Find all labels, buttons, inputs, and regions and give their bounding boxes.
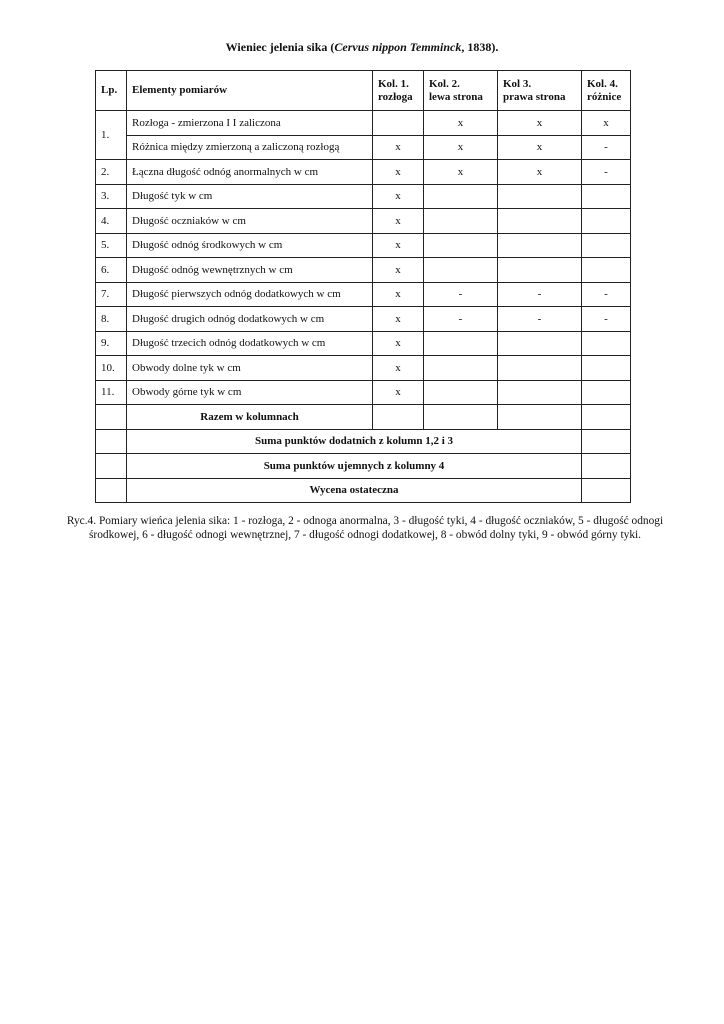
row-lp: 6.: [96, 258, 127, 283]
row-label: Długość oczniaków w cm: [127, 209, 373, 234]
header-kol3-name: prawa strona: [503, 90, 566, 103]
razem-label: Razem w kolumnach: [127, 405, 373, 430]
wycena-value: [582, 478, 631, 503]
cell-kol4: -: [582, 282, 631, 307]
title-prefix: Wieniec jelenia sika (: [225, 40, 335, 54]
table-row: [96, 160, 631, 185]
row-lp: 8.: [96, 307, 127, 332]
row-label: Łączna długość odnóg anormalnych w cm: [127, 160, 373, 185]
cell-kol2: [424, 331, 498, 356]
header-kol1-number: Kol. 1.: [378, 77, 409, 90]
cell-kol3: [498, 233, 582, 258]
table-row: [96, 307, 631, 332]
wycena-label: Wycena ostateczna: [127, 478, 582, 503]
cell-kol3: [498, 184, 582, 209]
table-row: [96, 331, 631, 356]
header-kol1-name: rozłoga: [378, 90, 413, 103]
row-lp: 3.: [96, 184, 127, 209]
header-kol4-name: różnice: [587, 90, 622, 103]
cell-kol1: x: [373, 380, 424, 405]
title-species: Cervus nippon Temminck: [334, 40, 462, 54]
header-kol2-number: Kol. 2.: [429, 77, 460, 90]
cell-kol3: -: [498, 282, 582, 307]
row-lp: 1.: [96, 111, 127, 160]
cell-kol2: -: [424, 307, 498, 332]
cell-kol3: [498, 380, 582, 405]
suma-dodatnich-row: [96, 429, 631, 454]
cell-kol3: -: [498, 307, 582, 332]
cell-kol3: [498, 258, 582, 283]
suma-ujemnych-label: Suma punktów ujemnych z kolumny 4: [127, 454, 582, 479]
suma-dodatnich-label: Suma punktów dodatnich z kolumn 1,2 i 3: [127, 429, 582, 454]
cell-kol4: -: [582, 135, 631, 160]
razem-kol2: [424, 405, 498, 430]
row-lp: 7.: [96, 282, 127, 307]
row-label: Długość odnóg środkowych w cm: [127, 233, 373, 258]
razem-row: [96, 405, 631, 430]
cell-kol4: [582, 380, 631, 405]
row-label: Różnica między zmierzoną a zaliczoną rozłogą: [127, 135, 373, 160]
cell-kol2: [424, 209, 498, 234]
cell-kol1: x: [373, 135, 424, 160]
cell-kol4: -: [582, 307, 631, 332]
cell-kol3: [498, 331, 582, 356]
cell-kol1: x: [373, 307, 424, 332]
row-label: Obwody dolne tyk w cm: [127, 356, 373, 381]
cell-kol2: [424, 380, 498, 405]
row-label: Obwody górne tyk w cm: [127, 380, 373, 405]
suma-dodatnich-value: [582, 429, 631, 454]
row-label: Długość drugich odnóg dodatkowych w cm: [127, 307, 373, 332]
row-lp: 4.: [96, 209, 127, 234]
cell-kol3: [498, 356, 582, 381]
cell-kol3: x: [498, 135, 582, 160]
table-row: [96, 380, 631, 405]
table-row: [96, 282, 631, 307]
cell-kol1: x: [373, 282, 424, 307]
cell-kol2: [424, 356, 498, 381]
cell-kol1: x: [373, 209, 424, 234]
row-lp: 10.: [96, 356, 127, 381]
cell-kol1: x: [373, 258, 424, 283]
cell-kol3: x: [498, 111, 582, 136]
suma-ujemnych-lp-cell: [96, 454, 127, 479]
row-lp: 11.: [96, 380, 127, 405]
razem-lp-cell: [96, 405, 127, 430]
row-label: Długość tyk w cm: [127, 184, 373, 209]
table-row: [96, 356, 631, 381]
row-label: Długość odnóg wewnętrznych w cm: [127, 258, 373, 283]
row-label: Długość pierwszych odnóg dodatkowych w cm: [127, 282, 373, 307]
suma-dodatnich-lp-cell: [96, 429, 127, 454]
cell-kol1: x: [373, 233, 424, 258]
cell-kol1: x: [373, 356, 424, 381]
header-row: [96, 71, 631, 111]
cell-kol1: [373, 111, 424, 136]
cell-kol4: [582, 258, 631, 283]
header-kol3: [498, 71, 582, 111]
row-lp: 2.: [96, 160, 127, 185]
wycena-row: [96, 478, 631, 503]
header-lp: Lp.: [96, 71, 127, 111]
row-lp: 9.: [96, 331, 127, 356]
wycena-lp-cell: [96, 478, 127, 503]
figure-caption: Ryc.4. Pomiary wieńca jelenia sika: 1 - rozłoga, 2 - odnoga anormalna, 3 - długość tyki, 4 - długość oczniaków, 5 - długość odnogi środkowej, 6 - długość odnogi wewnętrznej, 7 - długość odnogi dodatkowej, 8 - obwód dolny tyki, 9 - obwód górny tyki.: [66, 515, 664, 541]
header-kol2-name: lewa strona: [429, 90, 483, 103]
cell-kol4: [582, 233, 631, 258]
table-row: [96, 135, 631, 160]
table-row: [96, 258, 631, 283]
cell-kol1: x: [373, 331, 424, 356]
cell-kol3: [498, 209, 582, 234]
razem-kol3: [498, 405, 582, 430]
cell-kol4: [582, 356, 631, 381]
row-lp: 5.: [96, 233, 127, 258]
cell-kol2: x: [424, 111, 498, 136]
cell-kol4: [582, 331, 631, 356]
cell-kol4: [582, 184, 631, 209]
cell-kol2: -: [424, 282, 498, 307]
cell-kol2: x: [424, 160, 498, 185]
cell-kol2: [424, 233, 498, 258]
header-elements: Elementy pomiarów: [127, 71, 373, 111]
header-kol3-number: Kol 3.: [503, 77, 532, 90]
row-label: Rozłoga - zmierzona I I zaliczona: [127, 111, 373, 136]
header-kol4-number: Kol. 4.: [587, 77, 618, 90]
cell-kol2: [424, 258, 498, 283]
cell-kol1: x: [373, 160, 424, 185]
document-title: [0, 40, 724, 55]
suma-ujemnych-row: [96, 454, 631, 479]
row-label: Długość trzecich odnóg dodatkowych w cm: [127, 331, 373, 356]
cell-kol3: x: [498, 160, 582, 185]
cell-kol4: [582, 209, 631, 234]
cell-kol1: x: [373, 184, 424, 209]
razem-kol4: [582, 405, 631, 430]
cell-kol4: x: [582, 111, 631, 136]
header-kol4: [582, 71, 631, 111]
header-kol2: [424, 71, 498, 111]
suma-ujemnych-value: [582, 454, 631, 479]
table-row: [96, 209, 631, 234]
cell-kol4: -: [582, 160, 631, 185]
table-row: [96, 233, 631, 258]
razem-kol1: [373, 405, 424, 430]
table-row: [96, 111, 631, 136]
cell-kol2: [424, 184, 498, 209]
header-kol1: [373, 71, 424, 111]
title-suffix: , 1838).: [461, 40, 499, 54]
table-row: [96, 184, 631, 209]
cell-kol2: x: [424, 135, 498, 160]
measurement-table: [95, 70, 631, 503]
